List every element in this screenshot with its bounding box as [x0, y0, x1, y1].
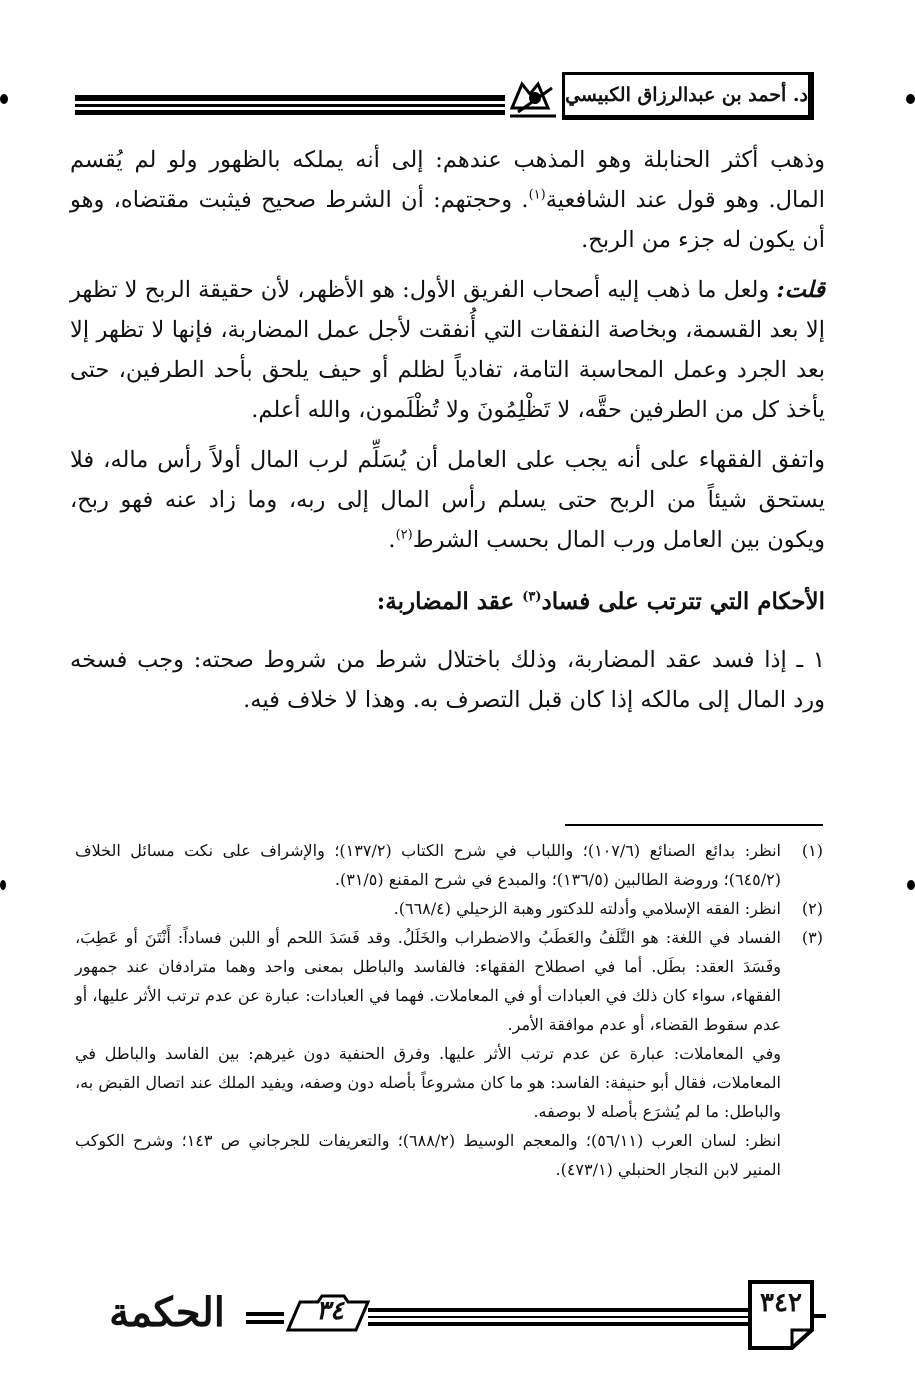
issue-number: ٣٤: [316, 1296, 344, 1326]
footnote-number: (٣): [801, 928, 823, 947]
paragraph-3-text-b: .: [388, 527, 396, 553]
footnote-ref-1: (١): [528, 187, 546, 203]
paragraph-1-text-a: وذهب أكثر الحنابلة وهو المذهب عندهم: إلى أنه يملكه بالظهور ولو لم يُقسم المال. وهو قول عند الشافعية: [70, 147, 826, 213]
footnote-2: [75, 894, 823, 923]
quill-icon: [508, 78, 558, 120]
footnote-text-block: [75, 923, 781, 1184]
author-name: د. أحمد بن عبدالرزاق الكبيسي: [562, 72, 814, 120]
margin-dot-middle-right: [907, 880, 915, 890]
footnote-divider: [565, 824, 823, 826]
paragraph-1: [70, 140, 825, 260]
paragraph-2-text: ولعل ما ذهب إليه أصحاب الفريق الأول: هو الأظهر، لأن حقيقة الربح لا تظهر إلا بعد القسمة، وبخاصة النفقات التي أُنفقت لأجل عمل المضاربة، فإنها لا تظهر إلا بعد الجرد وعمل المحاسبة التامة، تفادياً لظلم أو حيف يلحق بأحد الطرفين، حتى يأخذ كل من الطرفين حقَّه، لا تَظْلِمُونَ ولا تُظْلَمون، والله أعلم.: [70, 277, 825, 423]
footnote-text-continued: وفي المعاملات: عبارة عن عدم ترتب الأثر عليها. وفرق الحنفية دون غيرهم: بين الفاسد والباطل في المعاملات، فقال أبو حنيفة: الفاسد: هو ما كان مشروعاً بأصله دون وصفه، ويفيد الملك عند اتصال القبض به، والباطل: ما لم يُشرَع بأصله لا بوصفه.: [75, 1044, 782, 1121]
qult-label: قلت:: [776, 277, 825, 303]
page-number: ٣٤٢: [760, 1288, 802, 1318]
margin-dot-top-left: [0, 94, 8, 104]
footnote-ref-2: (٢): [395, 527, 413, 543]
section-heading-text-b: عقد المضاربة:: [376, 588, 523, 615]
magazine-logo: الحكمة: [109, 1289, 225, 1336]
paragraph-2: [70, 270, 825, 430]
section-heading-text-a: الأحكام التي تترتب على فساد: [541, 588, 825, 615]
footnote-text: انظر: الفقه الإسلامي وأدلته للدكتور وهبة الزحيلي (٦٦٨/٤).: [393, 899, 781, 918]
footnotes: [75, 836, 823, 1184]
margin-dot-middle-left: [0, 880, 6, 890]
paragraph-1-text-b: . وحجتهم: أن الشرط صحيح فيثبت مقتضاه، وهو أن يكون له جزء من الربح.: [70, 187, 825, 253]
header-rule: [75, 95, 505, 117]
footnote-text: الفساد في اللغة: هو التَّلَفُ والعَطَبُ والاضطراب والخَلَلُ. وقد فَسَدَ اللحم أو اللبن فساداً: أَنْتَنَ أو عَطِبَ، وفَسَدَ العقد: بطَل. أما في اصطلاح الفقهاء: فالفاسد والباطل بمعنى واحد وهما مترادفان عند جمهور الفقهاء، سواء كان ذلك في العبادات أو في المعاملات. فهما في العبادات: عبارة عن عدم ترتب الأثر عليها، أو عدم سقوط القضاء، أو عدم موافقة الأمر.: [75, 928, 781, 1034]
footnote-3: [75, 923, 823, 1184]
paragraph-4: ١ ـ إذا فسد عقد المضاربة، وذلك باختلال شرط من شروط صحته: وجب فسخه ورد المال إلى مالكه إذا كان قبل التصرف به. وهذا لا خلاف فيه.: [70, 647, 825, 713]
paragraph-3-text-a: واتفق الفقهاء على أنه يجب على العامل أن يُسَلِّم لرب المال أولاً رأس ماله، فلا يستحق شيئاً من الربح حتى يسلم رأس المال إلى ربه، وما زاد عنه فهو ربح، ويكون بين العامل ورب المال بحسب الشرط: [70, 447, 825, 553]
margin-dot-top-right: [906, 94, 915, 104]
article-body: [70, 140, 825, 730]
footnote-number: (٢): [801, 899, 823, 918]
footnote-number: (١): [801, 841, 823, 860]
footnote-1: [75, 836, 823, 894]
footnote-text: انظر: بدائع الصنائع (١٠٧/٦)؛ واللباب في شرح الكتاب (١٣٧/٢)؛ والإشراف على نكت مسائل الخلاف (٦٤٥/٢)؛ وروضة الطالبين (١٣٦/٥)؛ والمبدع في شرح المقنع (٣١/٥).: [75, 841, 782, 889]
footnote-ref-3: (٣): [522, 589, 542, 605]
section-heading: [70, 582, 825, 622]
footnote-references: انظر: لسان العرب (٥٦/١١)؛ والمعجم الوسيط (٦٨٨/٢)؛ والتعريفات للجرجاني ص ١٤٣؛ وشرح الكوكب المنير لابن النجار الحنبلي (٤٧٣/١).: [75, 1131, 782, 1179]
paragraph-3: [70, 440, 825, 560]
